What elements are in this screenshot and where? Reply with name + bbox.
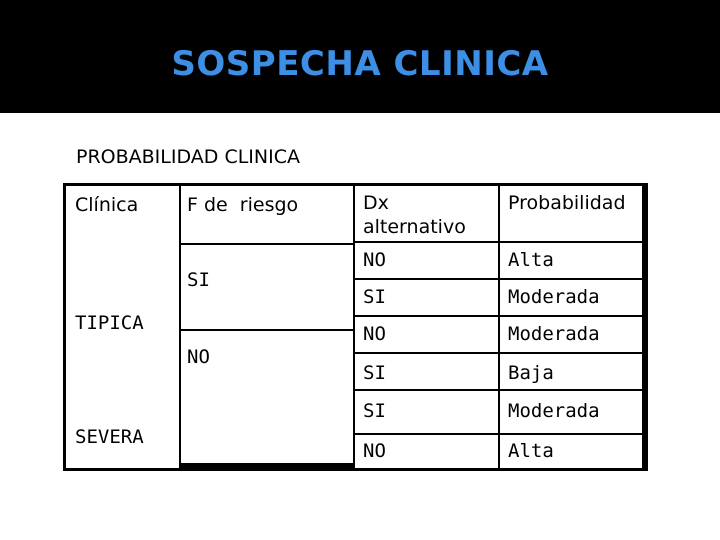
prob-cell-6: [500, 435, 642, 468]
header-probabilidad: Probabilidad: [508, 192, 626, 214]
title-bar: [0, 0, 720, 113]
dx-cell-2: [355, 280, 498, 315]
dx-value: NO: [363, 249, 386, 271]
slide-subtitle: PROBABILIDAD CLINICA: [76, 146, 300, 168]
probability-table: [63, 183, 648, 471]
factor-cell-no: [181, 331, 353, 463]
dx-value: SI: [363, 286, 386, 308]
prob-cell-4: [500, 354, 642, 389]
prob-value: Alta: [508, 249, 554, 271]
prob-cell-2: [500, 280, 642, 315]
prob-cell-5: [500, 391, 642, 433]
dx-cell-1: [355, 243, 498, 278]
dx-value: SI: [363, 400, 386, 422]
dx-cell-6: [355, 435, 498, 468]
dx-cell-5: [355, 391, 498, 433]
header-dx: Dx alternativo: [363, 192, 466, 238]
prob-cell-3: [500, 317, 642, 352]
dx-cell-3: [355, 317, 498, 352]
dx-value: NO: [363, 440, 386, 462]
header-factor: F de riesgo: [187, 194, 299, 216]
prob-value: Moderada: [508, 400, 600, 422]
clinica-severa: SEVERA: [75, 426, 144, 448]
table-cell-clinica-column: [66, 186, 179, 468]
header-cell-dx: [355, 186, 498, 241]
prob-value: Moderada: [508, 323, 600, 345]
prob-value: Moderada: [508, 286, 600, 308]
header-clinica: Clínica: [75, 194, 139, 216]
dx-value: SI: [363, 362, 386, 384]
prob-value: Alta: [508, 440, 554, 462]
factor-no: NO: [187, 346, 210, 368]
dx-value: NO: [363, 323, 386, 345]
header-cell-factor: [181, 186, 353, 243]
header-cell-probabilidad: [500, 186, 642, 241]
factor-si: SI: [187, 269, 210, 291]
clinica-tipica: TIPICA: [75, 312, 144, 334]
factor-cell-si: [181, 245, 353, 329]
prob-value: Baja: [508, 362, 554, 384]
slide-title: SOSPECHA CLINICA: [171, 44, 549, 84]
prob-cell-1: [500, 243, 642, 278]
dx-cell-4: [355, 354, 498, 389]
